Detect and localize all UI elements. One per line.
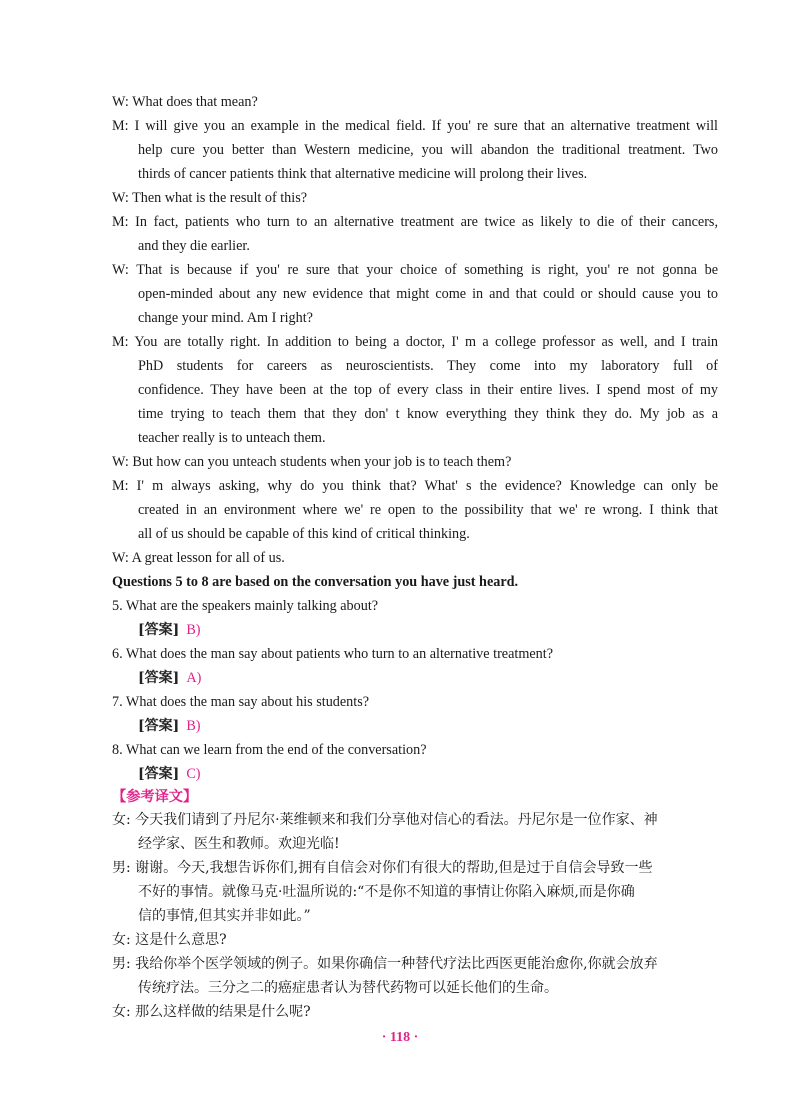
answer-line (138, 668, 201, 688)
answer-value: C) (186, 766, 201, 782)
dialogue-line: all of us should be capable of this kind of critical thinking. (138, 526, 470, 542)
dialogue-line: W: That is because if you' re sure that your choice of something is right, you' re not gonna be (112, 262, 718, 278)
dialogue-line: created in an environment where we' re open to the possibility that we' re wrong. I think that (138, 502, 718, 518)
dialogue-line: help cure you better than Western medicine, you will abandon the traditional treatment. Two (138, 142, 718, 158)
dialogue-line: and they die earlier. (138, 238, 250, 254)
dialogue-line: M: I' m always asking, why do you think that? What' s the evidence? Knowledge can only be (112, 478, 718, 494)
dialogue-line: confidence. They have been at the top of every class in their entire lives. I spend most of my (138, 382, 718, 398)
page-number: · 118 · (381, 1030, 419, 1045)
dialogue-line: PhD students for careers as neuroscientists. They come into my laboratory full of (138, 358, 718, 374)
translation-line: 经学家、医生和教师。欢迎光临! (138, 836, 340, 852)
dialogue-line: teacher really is to unteach them. (138, 430, 326, 446)
answer-tag: [答案] (138, 766, 180, 782)
translation-line: 女: 那么这样做的结果是什么呢? (112, 1004, 311, 1020)
answer-line (138, 716, 201, 736)
dialogue-line: M: I will give you an example in the medical field. If you' re sure that an alternative treatment will (112, 118, 718, 134)
translation-line: 女: 今天我们请到了丹尼尔·莱维顿来和我们分享他对信心的看法。丹尼尔是一位作家、神 (112, 812, 658, 828)
questions-heading: Questions 5 to 8 are based on the conversation you have just heard. (112, 574, 519, 590)
dialogue-line: W: A great lesson for all of us. (112, 550, 285, 566)
dialogue-line: M: In fact, patients who turn to an alternative treatment are twice as likely to die of their cancers, (112, 214, 718, 230)
answer-value: B) (186, 718, 201, 734)
dialogue-line: open-minded about any new evidence that might come in and that could or should cause you to (138, 286, 718, 302)
dialogue-line: W: What does that mean? (112, 94, 258, 110)
dialogue-line: thirds of cancer patients think that alternative medicine will prolong their lives. (138, 166, 588, 182)
translation-line: 信的事情,但其实并非如此。” (138, 908, 311, 924)
translation-line: 男: 谢谢。今天,我想告诉你们,拥有自信会对你们有很大的帮助,但是过于自信会导致一些 (112, 860, 653, 876)
dialogue-line: W: Then what is the result of this? (112, 190, 308, 206)
answer-value: B) (186, 622, 201, 638)
translation-line: 不好的事情。就像马克·吐温所说的:“不是你不知道的事情让你陷入麻烦,而是你确 (138, 884, 635, 900)
answer-tag: [答案] (138, 622, 180, 638)
dialogue-line: change your mind. Am I right? (138, 310, 313, 326)
translation-heading: 【参考译文】 (112, 789, 198, 805)
answer-tag: [答案] (138, 670, 180, 686)
dialogue-line: W: But how can you unteach students when your job is to teach them? (112, 454, 512, 470)
answer-value: A) (186, 670, 202, 686)
question-text: 7. What does the man say about his students? (112, 694, 370, 710)
answer-tag: [答案] (138, 718, 180, 734)
dialogue-line: time trying to teach them that they don' t know everything they think they do. My job as a (138, 406, 718, 422)
question-text: 5. What are the speakers mainly talking about? (112, 598, 379, 614)
translation-line: 传统疗法。三分之二的癌症患者认为替代药物可以延长他们的生命。 (138, 980, 558, 996)
answer-line (138, 620, 201, 640)
question-text: 6. What does the man say about patients who turn to an alternative treatment? (112, 646, 553, 662)
question-text: 8. What can we learn from the end of the conversation? (112, 742, 427, 758)
translation-line: 男: 我给你举个医学领域的例子。如果你确信一种替代疗法比西医更能治愈你,你就会放弃 (112, 956, 658, 972)
translation-line: 女: 这是什么意思? (112, 932, 227, 948)
dialogue-line: M: You are totally right. In addition to being a doctor, I' m a college professor as well, and I train (112, 334, 718, 350)
answer-line (138, 764, 201, 784)
